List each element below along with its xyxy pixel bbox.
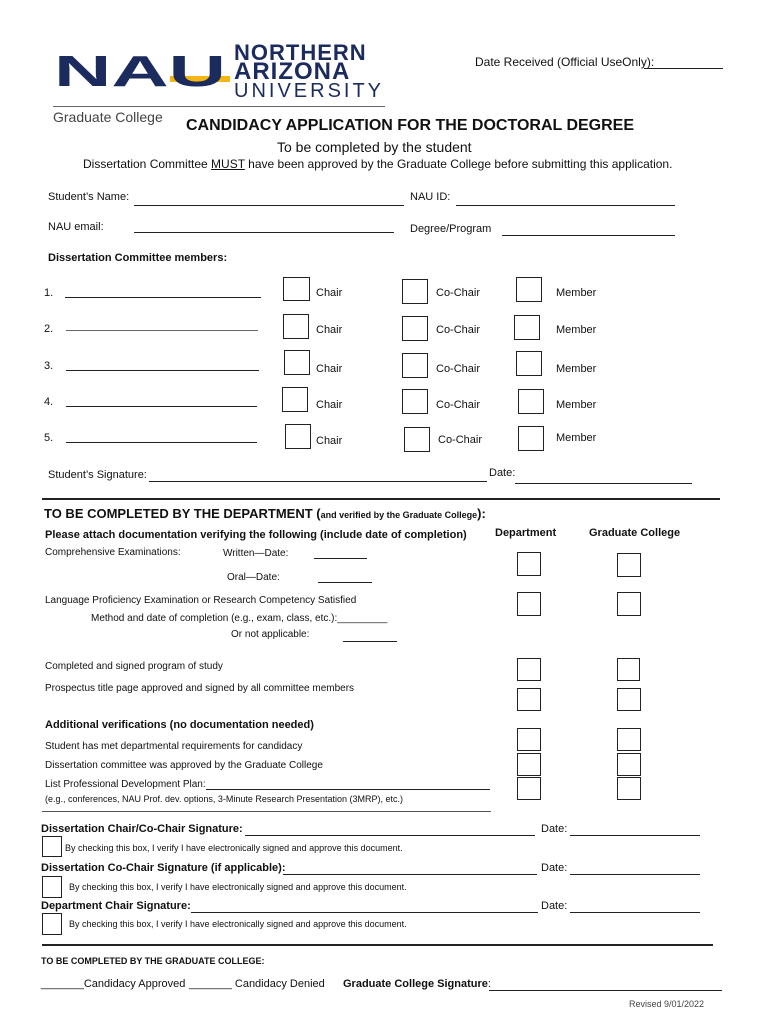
- grad-met-checkbox[interactable]: [617, 728, 641, 751]
- member-checkbox[interactable]: [518, 426, 544, 451]
- chair-label: Chair: [316, 363, 343, 375]
- cochair-signature-label: Dissertation Co-Chair Signature (if applicable):: [41, 862, 286, 874]
- met-requirements-label: Student has met departmental requirements for candidacy: [45, 741, 303, 752]
- grad-committee-checkbox[interactable]: [617, 753, 641, 776]
- written-date-field[interactable]: [314, 558, 367, 559]
- member-name-field[interactable]: [65, 297, 261, 298]
- candidacy-approved[interactable]: _______Candidacy Approved: [41, 978, 186, 990]
- member-checkbox[interactable]: [516, 351, 542, 376]
- dept-chair-signature-label: Department Chair Signature:: [41, 900, 191, 912]
- chair-verify-text: By checking this box, I verify I have electronically signed and approve this document.: [65, 843, 403, 853]
- row-number: 4.: [44, 396, 54, 408]
- grad-comp-checkbox[interactable]: [617, 553, 641, 577]
- cochair-signature-field[interactable]: [283, 874, 537, 875]
- cochair-label: Co-Chair: [436, 363, 481, 375]
- chair-verify-checkbox[interactable]: [42, 836, 62, 857]
- chair-checkbox[interactable]: [282, 387, 308, 412]
- chair-checkbox[interactable]: [283, 314, 309, 339]
- dept-prospectus-checkbox[interactable]: [517, 688, 541, 711]
- grad-program-checkbox[interactable]: [617, 658, 640, 681]
- grad-language-checkbox[interactable]: [617, 592, 641, 616]
- nau-email-label: NAU email:: [48, 221, 104, 233]
- dept-program-checkbox[interactable]: [517, 658, 541, 681]
- svg-text:NAU: NAU: [54, 47, 226, 96]
- dept-chair-signature-field[interactable]: [191, 912, 538, 913]
- student-date-label: Date:: [489, 467, 516, 479]
- cochair-checkbox[interactable]: [402, 279, 428, 304]
- member-name-field[interactable]: [66, 442, 257, 443]
- student-date-field[interactable]: [515, 483, 692, 484]
- committee-heading: Dissertation Committee members:: [48, 252, 228, 264]
- member-label: Member: [556, 287, 597, 299]
- cochair-date-field[interactable]: [570, 874, 700, 875]
- date-received-label: Date Received (Official UseOnly):: [475, 55, 655, 69]
- oral-date-field[interactable]: [318, 582, 372, 583]
- chair-date-field[interactable]: [570, 835, 700, 836]
- student-signature-field[interactable]: [149, 481, 487, 482]
- not-applicable-label: Or not applicable:: [231, 629, 310, 640]
- subtitle: To be completed by the student: [277, 139, 472, 155]
- dept-language-checkbox[interactable]: [517, 592, 541, 616]
- row-number: 1.: [44, 287, 54, 299]
- member-label: Member: [556, 324, 597, 336]
- chair-checkbox[interactable]: [283, 277, 310, 301]
- committee-approved-label: Dissertation committee was approved by the Graduate College: [45, 760, 323, 771]
- student-signature-label: Student’s Signature:: [48, 469, 147, 481]
- student-name-field[interactable]: [134, 205, 404, 206]
- chair-label: Chair: [316, 324, 343, 336]
- prospectus-label: Prospectus title page approved and signed by all committee members: [45, 683, 355, 694]
- cochair-label: Co-Chair: [436, 324, 481, 336]
- cochair-label: Co-Chair: [438, 434, 483, 446]
- committee-notice: [83, 157, 672, 171]
- dept-pd-checkbox[interactable]: [517, 777, 541, 800]
- member-label: Member: [556, 363, 597, 375]
- dept-chair-verify-checkbox[interactable]: [42, 913, 62, 935]
- member-name-field[interactable]: [66, 370, 259, 371]
- cochair-label: Co-Chair: [436, 287, 481, 299]
- member-label: Member: [556, 399, 597, 411]
- logo-northern: NORTHERN: [234, 40, 367, 65]
- cochair-checkbox[interactable]: [404, 427, 430, 452]
- candidacy-denied[interactable]: _______ Candidacy Denied: [189, 978, 325, 990]
- cochair-checkbox[interactable]: [402, 316, 428, 341]
- notice-before: Dissertation Committee: [83, 157, 212, 171]
- member-checkbox[interactable]: [514, 315, 540, 340]
- cochair-verify-checkbox[interactable]: [42, 876, 62, 898]
- col-department: Department: [495, 527, 557, 539]
- degree-program-label: Degree/Program: [410, 223, 492, 235]
- dept-committee-checkbox[interactable]: [517, 753, 541, 776]
- department-heading-main: TO BE COMPLETED BY THE DEPARTMENT (: [44, 506, 321, 521]
- notice-after: have been approved by the Graduate College before submitting this application.: [244, 157, 673, 171]
- chair-signature-label: Dissertation Chair/Co-Chair Signature:: [41, 823, 243, 835]
- degree-program-field[interactable]: [502, 235, 675, 236]
- chair-label: Chair: [316, 435, 343, 447]
- cochair-date-label: Date:: [541, 862, 568, 874]
- chair-signature-field[interactable]: [245, 835, 535, 836]
- department-heading: [44, 506, 486, 521]
- language-label: Language Proficiency Examination or Research Competency Satisfied: [45, 595, 357, 606]
- not-applicable-field[interactable]: [343, 641, 397, 642]
- cochair-checkbox[interactable]: [402, 389, 428, 414]
- graduate-signature-text: Graduate College Signature: [343, 978, 488, 990]
- member-name-field[interactable]: [66, 330, 258, 331]
- logo-university: UNIVERSITY: [234, 80, 385, 102]
- nau-email-field[interactable]: [134, 232, 394, 233]
- department-divider: [42, 498, 720, 500]
- page-title: CANDIDACY APPLICATION FOR THE DOCTORAL DEGREE: [186, 117, 635, 134]
- dept-chair-date-field[interactable]: [570, 912, 700, 913]
- chair-date-label: Date:: [541, 823, 568, 835]
- row-number: 2.: [44, 323, 54, 335]
- comp-exams-label: Comprehensive Examinations:: [45, 547, 181, 558]
- program-of-study-label: Completed and signed program of study: [45, 661, 223, 672]
- grad-prospectus-checkbox[interactable]: [617, 688, 641, 711]
- pd-examples: (e.g., conferences, NAU Prof. dev. options, 3-Minute Research Presentation (3MRP), etc.): [45, 794, 403, 804]
- revised-date: Revised 9/01/2022: [629, 999, 705, 1009]
- pd-plan-label: List Professional Development Plan:: [45, 779, 206, 790]
- additional-heading: Additional verifications (no documentation needed): [45, 719, 314, 731]
- member-checkbox[interactable]: [516, 277, 542, 302]
- graduate-college-heading: TO BE COMPLETED BY THE GRADUATE COLLEGE:: [41, 956, 265, 966]
- chair-checkbox[interactable]: [284, 350, 310, 375]
- row-number: 3.: [44, 360, 54, 372]
- date-received-field[interactable]: [644, 68, 723, 69]
- cochair-verify-text: By checking this box, I verify I have electronically signed and approve this document.: [69, 882, 407, 892]
- department-end-rule: [42, 811, 491, 812]
- graduate-signature-label: Graduate College Signature:: [343, 978, 491, 990]
- student-name-label: Student’s Name:: [48, 191, 130, 203]
- written-date-label: Written—Date:: [223, 548, 289, 559]
- dept-chair-verify-text: By checking this box, I verify I have electronically signed and approve this document.: [69, 919, 407, 929]
- nau-id-label: NAU ID:: [410, 191, 451, 203]
- dept-chair-date-label: Date:: [541, 900, 568, 912]
- member-label: Member: [556, 432, 597, 444]
- member-checkbox[interactable]: [518, 389, 544, 414]
- graduate-signature-field[interactable]: [489, 990, 722, 991]
- department-heading-small: and verified by the Graduate College: [320, 510, 478, 520]
- method-date-label: Method and date of completion (e.g., exam, class, etc.):_________: [91, 613, 388, 624]
- logo-arizona: ARIZONA: [234, 58, 351, 85]
- cochair-label: Co-Chair: [436, 399, 481, 411]
- nau-id-field[interactable]: [456, 205, 675, 206]
- grad-pd-checkbox[interactable]: [617, 777, 641, 800]
- logo-divider: [53, 106, 385, 107]
- chair-label: Chair: [316, 287, 343, 299]
- oral-date-label: Oral—Date:: [227, 572, 280, 583]
- notice-must: MUST: [211, 157, 245, 171]
- pd-plan-field[interactable]: [206, 789, 490, 790]
- dept-comp-checkbox[interactable]: [517, 552, 541, 576]
- row-number: 5.: [44, 432, 54, 444]
- attach-instruction: Please attach documentation verifying the following (include date of completion): [45, 529, 467, 541]
- chair-checkbox[interactable]: [285, 424, 311, 449]
- department-heading-end: ):: [477, 506, 486, 521]
- member-name-field[interactable]: [66, 406, 257, 407]
- cochair-checkbox[interactable]: [402, 353, 428, 378]
- graduate-divider: [42, 944, 713, 946]
- graduate-college-label: Graduate College: [53, 109, 163, 125]
- col-graduate-college: Graduate College: [589, 527, 681, 539]
- dept-met-checkbox[interactable]: [517, 728, 541, 751]
- chair-label: Chair: [316, 399, 343, 411]
